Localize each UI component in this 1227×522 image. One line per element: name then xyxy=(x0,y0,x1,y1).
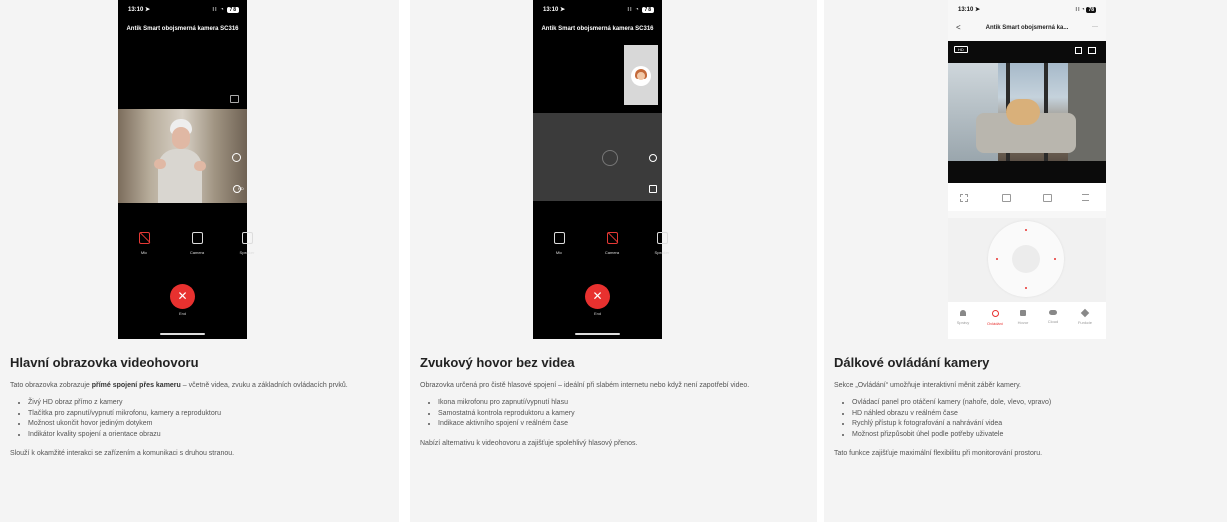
camera-off-icon xyxy=(602,150,618,166)
phone-screenshot-audio-call xyxy=(533,0,670,339)
status-bar xyxy=(128,6,239,16)
list-item: • Živý HD obraz přímo z kamery xyxy=(28,398,389,409)
self-preview xyxy=(624,45,658,105)
description xyxy=(834,355,1217,459)
mic-off-icon xyxy=(139,232,150,244)
phone-screenshot-video-call xyxy=(118,0,255,339)
snapshot-icon[interactable] xyxy=(649,154,657,162)
list-item: • Rychlý přístup k fotografování a nahrávání videa xyxy=(852,419,1217,430)
list-item: • HD náhled obrazu v reálném čase xyxy=(852,409,1217,420)
list-item: • Indikátor kvality spojení a orientace obrazu xyxy=(28,430,389,441)
card-outro: Tato funkce zajišťuje maximální flexibilitu při monitorování prostoru. xyxy=(834,450,1043,458)
ptz-joystick[interactable] xyxy=(988,221,1064,297)
back-button[interactable]: < xyxy=(956,23,961,32)
ptz-left[interactable] xyxy=(996,258,998,260)
battery-icon: 78 xyxy=(644,7,652,13)
speaker-icon xyxy=(242,232,253,244)
list-item: • Indikace aktivního spojení v reálném čase xyxy=(438,419,807,430)
record-icon[interactable] xyxy=(1043,194,1052,202)
tab-hovor[interactable]: Hovor xyxy=(1012,310,1034,325)
screenshot-icon[interactable] xyxy=(1002,194,1011,202)
speaker-toggle[interactable]: Speaker xyxy=(651,232,673,255)
list-item: • Ikona mikrofonu pro zapnutí/vypnutí hlasu xyxy=(438,398,807,409)
end-call-button[interactable] xyxy=(170,284,195,309)
camera-off-icon xyxy=(607,232,618,244)
rotate-icon[interactable] xyxy=(230,95,239,103)
mic-icon xyxy=(554,232,565,244)
status-time: 13:10 ➤ xyxy=(543,7,566,13)
card-heading: Zvukový hovor bez videa xyxy=(420,355,575,370)
status-icons: ∷ ◔ 78 xyxy=(212,7,237,13)
home-indicator xyxy=(160,333,205,335)
card-heading: Dálkové ovládání kamery xyxy=(834,355,990,370)
menu-icon[interactable] xyxy=(1088,47,1096,54)
camera-toggle[interactable]: Camera xyxy=(186,232,208,255)
tab-funkcie[interactable]: Funkcie xyxy=(1072,310,1098,325)
call-title: Antik Smart obojsmerná kamera SC316 xyxy=(126,26,239,32)
speaker-icon xyxy=(657,232,668,244)
list-item: • Možnost ukončit hovor jediným dotykem xyxy=(28,419,389,430)
description xyxy=(10,355,389,459)
phone-icon xyxy=(1020,310,1026,316)
list-item: • Možnost přizpůsobit úhel podle potřeby uživatele xyxy=(852,430,1217,441)
status-bar xyxy=(958,6,1096,16)
functions-icon xyxy=(1081,309,1089,317)
snapshot-icon[interactable] xyxy=(232,153,241,162)
card-video-call xyxy=(0,0,399,522)
mute-icon[interactable] xyxy=(1075,47,1082,54)
control-icon xyxy=(992,310,999,317)
tab-ovladani[interactable]: Ovládání xyxy=(982,310,1008,326)
list-item: • Tlačítka pro zapnutí/vypnutí mikrofonu, kamery a reproduktoru xyxy=(28,409,389,420)
card-outro: Slouží k okamžité interakci se zařízením a komunikaci s druhou stranou. xyxy=(10,450,235,458)
tab-bar xyxy=(948,302,1106,339)
bell-icon xyxy=(960,310,966,316)
ptz-center[interactable] xyxy=(1012,245,1040,273)
tab-cloud[interactable]: Cloud xyxy=(1042,310,1064,324)
video-off-icon[interactable] xyxy=(649,185,657,193)
close-icon: ✕ xyxy=(177,289,188,303)
phone-screenshot-control xyxy=(948,0,1106,339)
call-title: Antik Smart obojsmerná kamera SC316 xyxy=(541,26,654,32)
card-intro: Tato obrazovka zobrazuje přímé spojení přes kameru – včetně videa, zvuku a základních ovládacích prvků. xyxy=(10,382,348,389)
home-indicator xyxy=(575,333,620,335)
quality-indicator[interactable]: HD xyxy=(238,186,244,191)
ptz-up[interactable] xyxy=(1025,229,1027,231)
user-avatar xyxy=(631,66,651,86)
cloud-icon xyxy=(1049,310,1057,315)
settings-icon[interactable] xyxy=(1082,194,1089,201)
battery-icon: 78 xyxy=(229,7,237,13)
tab-spravy[interactable]: Správy xyxy=(952,310,974,325)
camera-toggle[interactable]: Camera xyxy=(601,232,623,255)
action-bar xyxy=(948,183,1106,211)
close-icon: ✕ xyxy=(592,289,603,303)
card-audio-call xyxy=(410,0,817,522)
mic-toggle[interactable]: Mic xyxy=(548,232,570,255)
woman-figure xyxy=(158,119,202,203)
card-intro: Sekce „Ovládání“ umožňuje interaktivní měnit záběr kamery. xyxy=(834,382,1022,389)
mic-toggle[interactable]: Mic xyxy=(133,232,155,255)
status-icons: ∷ ◔ 78 xyxy=(1075,7,1094,13)
speaker-toggle[interactable]: Speaker xyxy=(236,232,258,255)
battery-icon: 78 xyxy=(1088,7,1094,13)
status-icons: ∷ ◔ 78 xyxy=(627,7,652,13)
switch-camera-icon[interactable] xyxy=(233,185,241,193)
ptz-panel xyxy=(948,218,1106,302)
hd-badge[interactable]: HD xyxy=(954,46,968,53)
card-remote-control xyxy=(824,0,1227,522)
end-call-button[interactable] xyxy=(585,284,610,309)
camera-feed xyxy=(948,63,1106,161)
dog xyxy=(1006,99,1040,125)
card-heading: Hlavní obrazovka videohovoru xyxy=(10,355,199,370)
description xyxy=(420,355,807,449)
no-video-area xyxy=(533,113,662,201)
card-intro: Obrazovka určená pro čistě hlasové spojení – ideální při slabém internetu nebo když není zapotřebí video. xyxy=(420,382,750,389)
end-call-label: End xyxy=(178,311,187,316)
status-bar xyxy=(543,6,654,16)
more-button[interactable]: ··· xyxy=(1092,24,1098,30)
ptz-right[interactable] xyxy=(1054,258,1056,260)
live-view xyxy=(948,41,1106,183)
status-time: 13:10 ➤ xyxy=(958,7,981,13)
feature-list xyxy=(420,398,807,430)
status-time: 13:10 ➤ xyxy=(128,7,151,13)
ptz-down[interactable] xyxy=(1025,287,1027,289)
nav-bar xyxy=(948,22,1106,36)
list-item: • Ovládací panel pro otáčení kamery (nahoře, dole, vlevo, vpravo) xyxy=(852,398,1217,409)
list-item: • Samostatná kontrola reproduktoru a kamery xyxy=(438,409,807,420)
feature-list xyxy=(10,398,389,440)
camera-icon xyxy=(192,232,203,244)
camera-title: Antik Smart obojsmerná ka... xyxy=(985,25,1069,31)
fullscreen-icon[interactable] xyxy=(960,194,968,202)
end-call-label: End xyxy=(593,311,602,316)
card-outro: Nabízí alternativu k videohovoru a zajišťuje spolehlivý hlasový přenos. xyxy=(420,439,638,447)
feature-list xyxy=(834,398,1217,440)
video-feed xyxy=(118,109,247,203)
